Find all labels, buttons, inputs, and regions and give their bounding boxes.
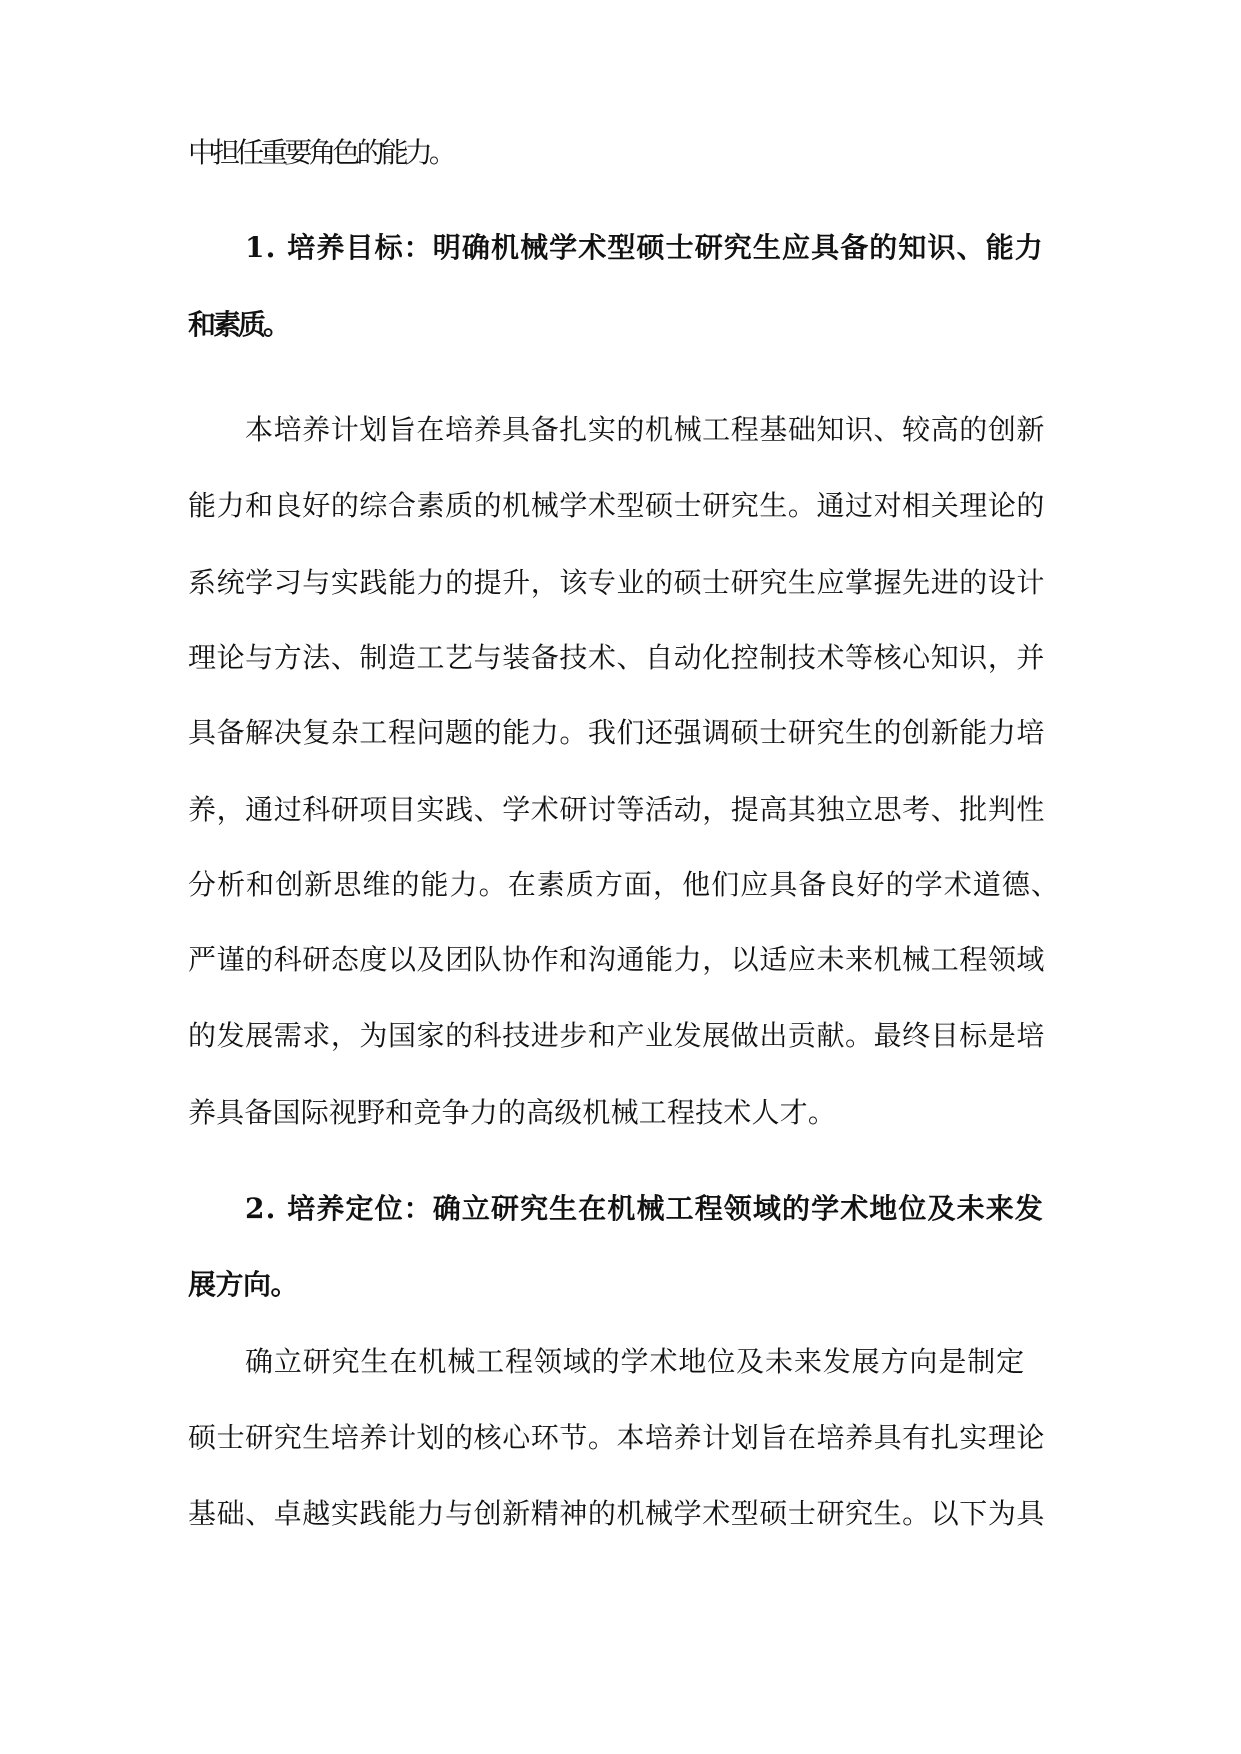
- section-1-body-line: [0, 790, 1241, 830]
- paragraph-text: 硕士研究生培养计划的核心环节。本培养计划旨在培养具有扎实理论: [188, 1421, 1045, 1454]
- paragraph-text: 分析和创新思维的能力。在素质方面，他们应具备良好的学术道德、: [188, 868, 1060, 901]
- section-1-body-line: [0, 1093, 1241, 1133]
- paragraph-text: 养具备国际视野和竞争力的高级机械工程技术人才。: [188, 1096, 836, 1129]
- paragraph-text: 确立研究生在机械工程领域的学术地位及未来发展方向是制定: [245, 1345, 1025, 1378]
- heading-text: 和素质。: [188, 308, 288, 341]
- paragraph-text: 能力和良好的综合素质的机械学术型硕士研究生。通过对相关理论的: [188, 489, 1045, 522]
- section-2-heading-continued: [0, 1265, 1241, 1305]
- paragraph-text: 系统学习与实践能力的提升，该专业的硕士研究生应掌握先进的设计: [188, 566, 1045, 599]
- heading-text: 1. 培养目标：明确机械学术型硕士研究生应具备的知识、能力: [245, 231, 1044, 264]
- section-1-body-line: [0, 1016, 1241, 1056]
- paragraph-text: 养，通过科研项目实践、学术研讨等活动，提高其独立思考、批判性: [188, 793, 1045, 826]
- heading-text: 展方向。: [188, 1268, 298, 1301]
- paragraph-text: 理论与方法、制造工艺与装备技术、自动化控制技术等核心知识，并: [188, 641, 1045, 674]
- section-1-heading-continued: [0, 305, 1241, 345]
- section-1-body-line: [0, 486, 1241, 526]
- section-2-body-line: [0, 1494, 1241, 1534]
- heading-text: 2. 培养定位：确立研究生在机械工程领域的学术地位及未来发: [245, 1192, 1044, 1225]
- section-1-heading: [0, 228, 1241, 268]
- section-1-body-line: [0, 410, 1241, 450]
- paragraph-text: 的发展需求，为国家的科技进步和产业发展做出贡献。最终目标是培: [188, 1019, 1045, 1052]
- section-2-body-line: [0, 1342, 1241, 1382]
- section-2-heading: [0, 1189, 1241, 1229]
- section-2-body-line: [0, 1418, 1241, 1458]
- continuation-line: [0, 133, 1241, 173]
- section-1-body-line: [0, 638, 1241, 678]
- section-1-body-line: [0, 940, 1241, 980]
- section-1-body-line: [0, 713, 1241, 753]
- section-1-body-line: [0, 563, 1241, 603]
- paragraph-text: 严谨的科研态度以及团队协作和沟通能力，以适应未来机械工程领域: [188, 943, 1045, 976]
- paragraph-text: 具备解决复杂工程问题的能力。我们还强调硕士研究生的创新能力培: [188, 716, 1045, 749]
- paragraph-text: 中担任重要角色的能力。: [188, 136, 453, 169]
- paragraph-text: 本培养计划旨在培养具备扎实的机械工程基础知识、较高的创新: [245, 413, 1045, 446]
- paragraph-text: 基础、卓越实践能力与创新精神的机械学术型硕士研究生。以下为具: [188, 1497, 1045, 1530]
- section-1-body-line: [0, 865, 1241, 905]
